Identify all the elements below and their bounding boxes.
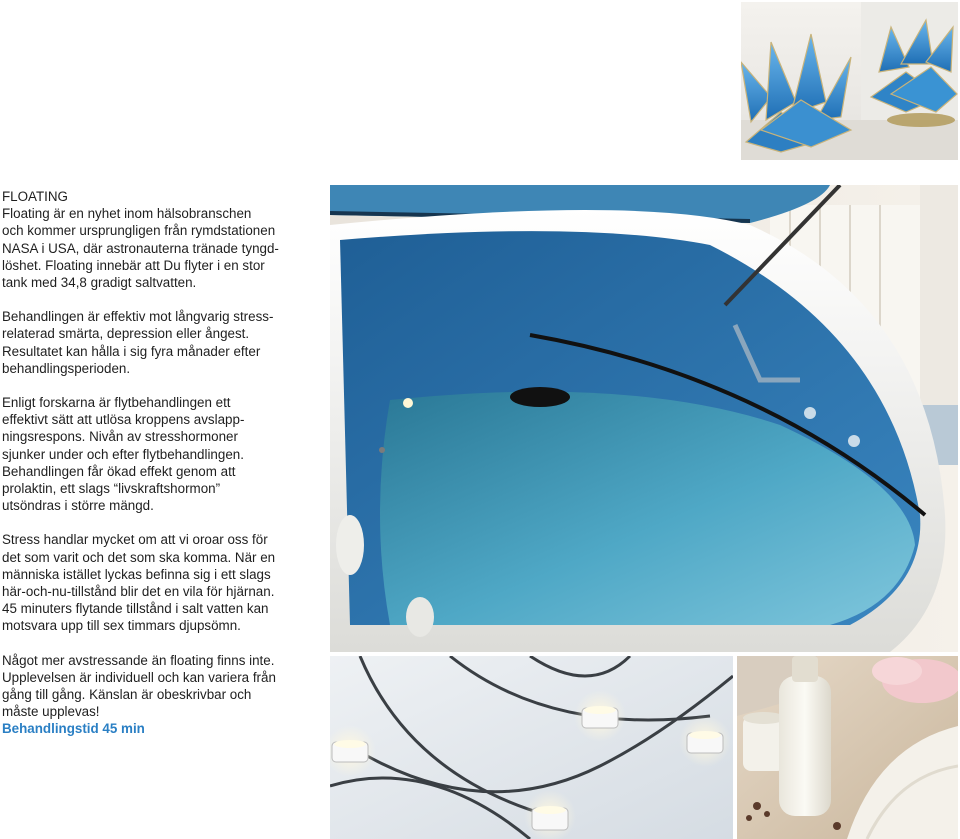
text-line: 45 minuters flytande tillstånd i salt vatten kan xyxy=(2,601,269,617)
text-line: sjunker under och efter flytbehandlingen. xyxy=(2,446,244,462)
tealight-candles-photo xyxy=(330,656,733,839)
text-line: människa istället lyckas befinna sig i ett slags xyxy=(2,566,271,582)
text-line: motsvara upp till sex timmars djupsömn. xyxy=(2,618,241,634)
text-line: Resultatet kan hålla i sig fyra månader efter xyxy=(2,343,261,359)
text-line: Behandlingen får ökad effekt genom att xyxy=(2,463,236,479)
text-line: Upplevelsen är individuell och kan variera från xyxy=(2,669,276,685)
article-heading: FLOATING xyxy=(2,189,68,204)
text-line: måste upplevas! xyxy=(2,704,100,720)
text-line: relaterad smärta, depression eller ångest. xyxy=(2,326,250,342)
text-line: ningsrespons. Nivån av stresshormoner xyxy=(2,429,238,445)
paragraph-effects xyxy=(2,308,320,377)
text-line: tank med 34,8 gradigt saltvatten. xyxy=(2,275,197,291)
spa-products-photo xyxy=(737,656,958,839)
paragraph-research xyxy=(2,394,320,514)
treatment-time: Behandlingstid 45 min xyxy=(2,721,145,737)
paragraph-experience xyxy=(2,652,320,738)
text-line: och kommer ursprungligen från rymdstationen xyxy=(2,223,276,239)
text-line: Floating är en nyhet inom hälsobranschen xyxy=(2,206,252,222)
text-line: Behandlingen är effektiv mot långvarig stress- xyxy=(2,309,274,325)
text-line: det som varit och det som ska komma. När en xyxy=(2,549,276,565)
article-text xyxy=(2,188,320,755)
text-line: prolaktin, ett slags “livskraftshormon” xyxy=(2,481,221,497)
text-line: gång till gång. Känslan är obeskrivbar och xyxy=(2,687,252,703)
text-line: NASA i USA, där astronauterna tränade tyngd- xyxy=(2,240,279,256)
paragraph-intro xyxy=(2,188,320,291)
lotus-candles-photo xyxy=(741,2,958,160)
paragraph-stress xyxy=(2,531,320,634)
text-line: löshet. Floating innebär att Du flyter i en stor xyxy=(2,257,265,273)
text-line: här-och-nu-tillstånd blir det en vila för hjärnan. xyxy=(2,584,275,600)
text-line: Enligt forskarna är flytbehandlingen ett xyxy=(2,395,231,411)
text-line: utsöndras i större mängd. xyxy=(2,498,154,514)
text-line: behandlingsperioden. xyxy=(2,360,131,376)
text-line: Stress handlar mycket om att vi oroar oss för xyxy=(2,532,268,548)
text-line: Något mer avstressande än floating finns inte. xyxy=(2,652,275,668)
text-line: effektivt sätt att utlösa kroppens avslapp- xyxy=(2,412,245,428)
floating-tank-photo xyxy=(330,185,958,652)
